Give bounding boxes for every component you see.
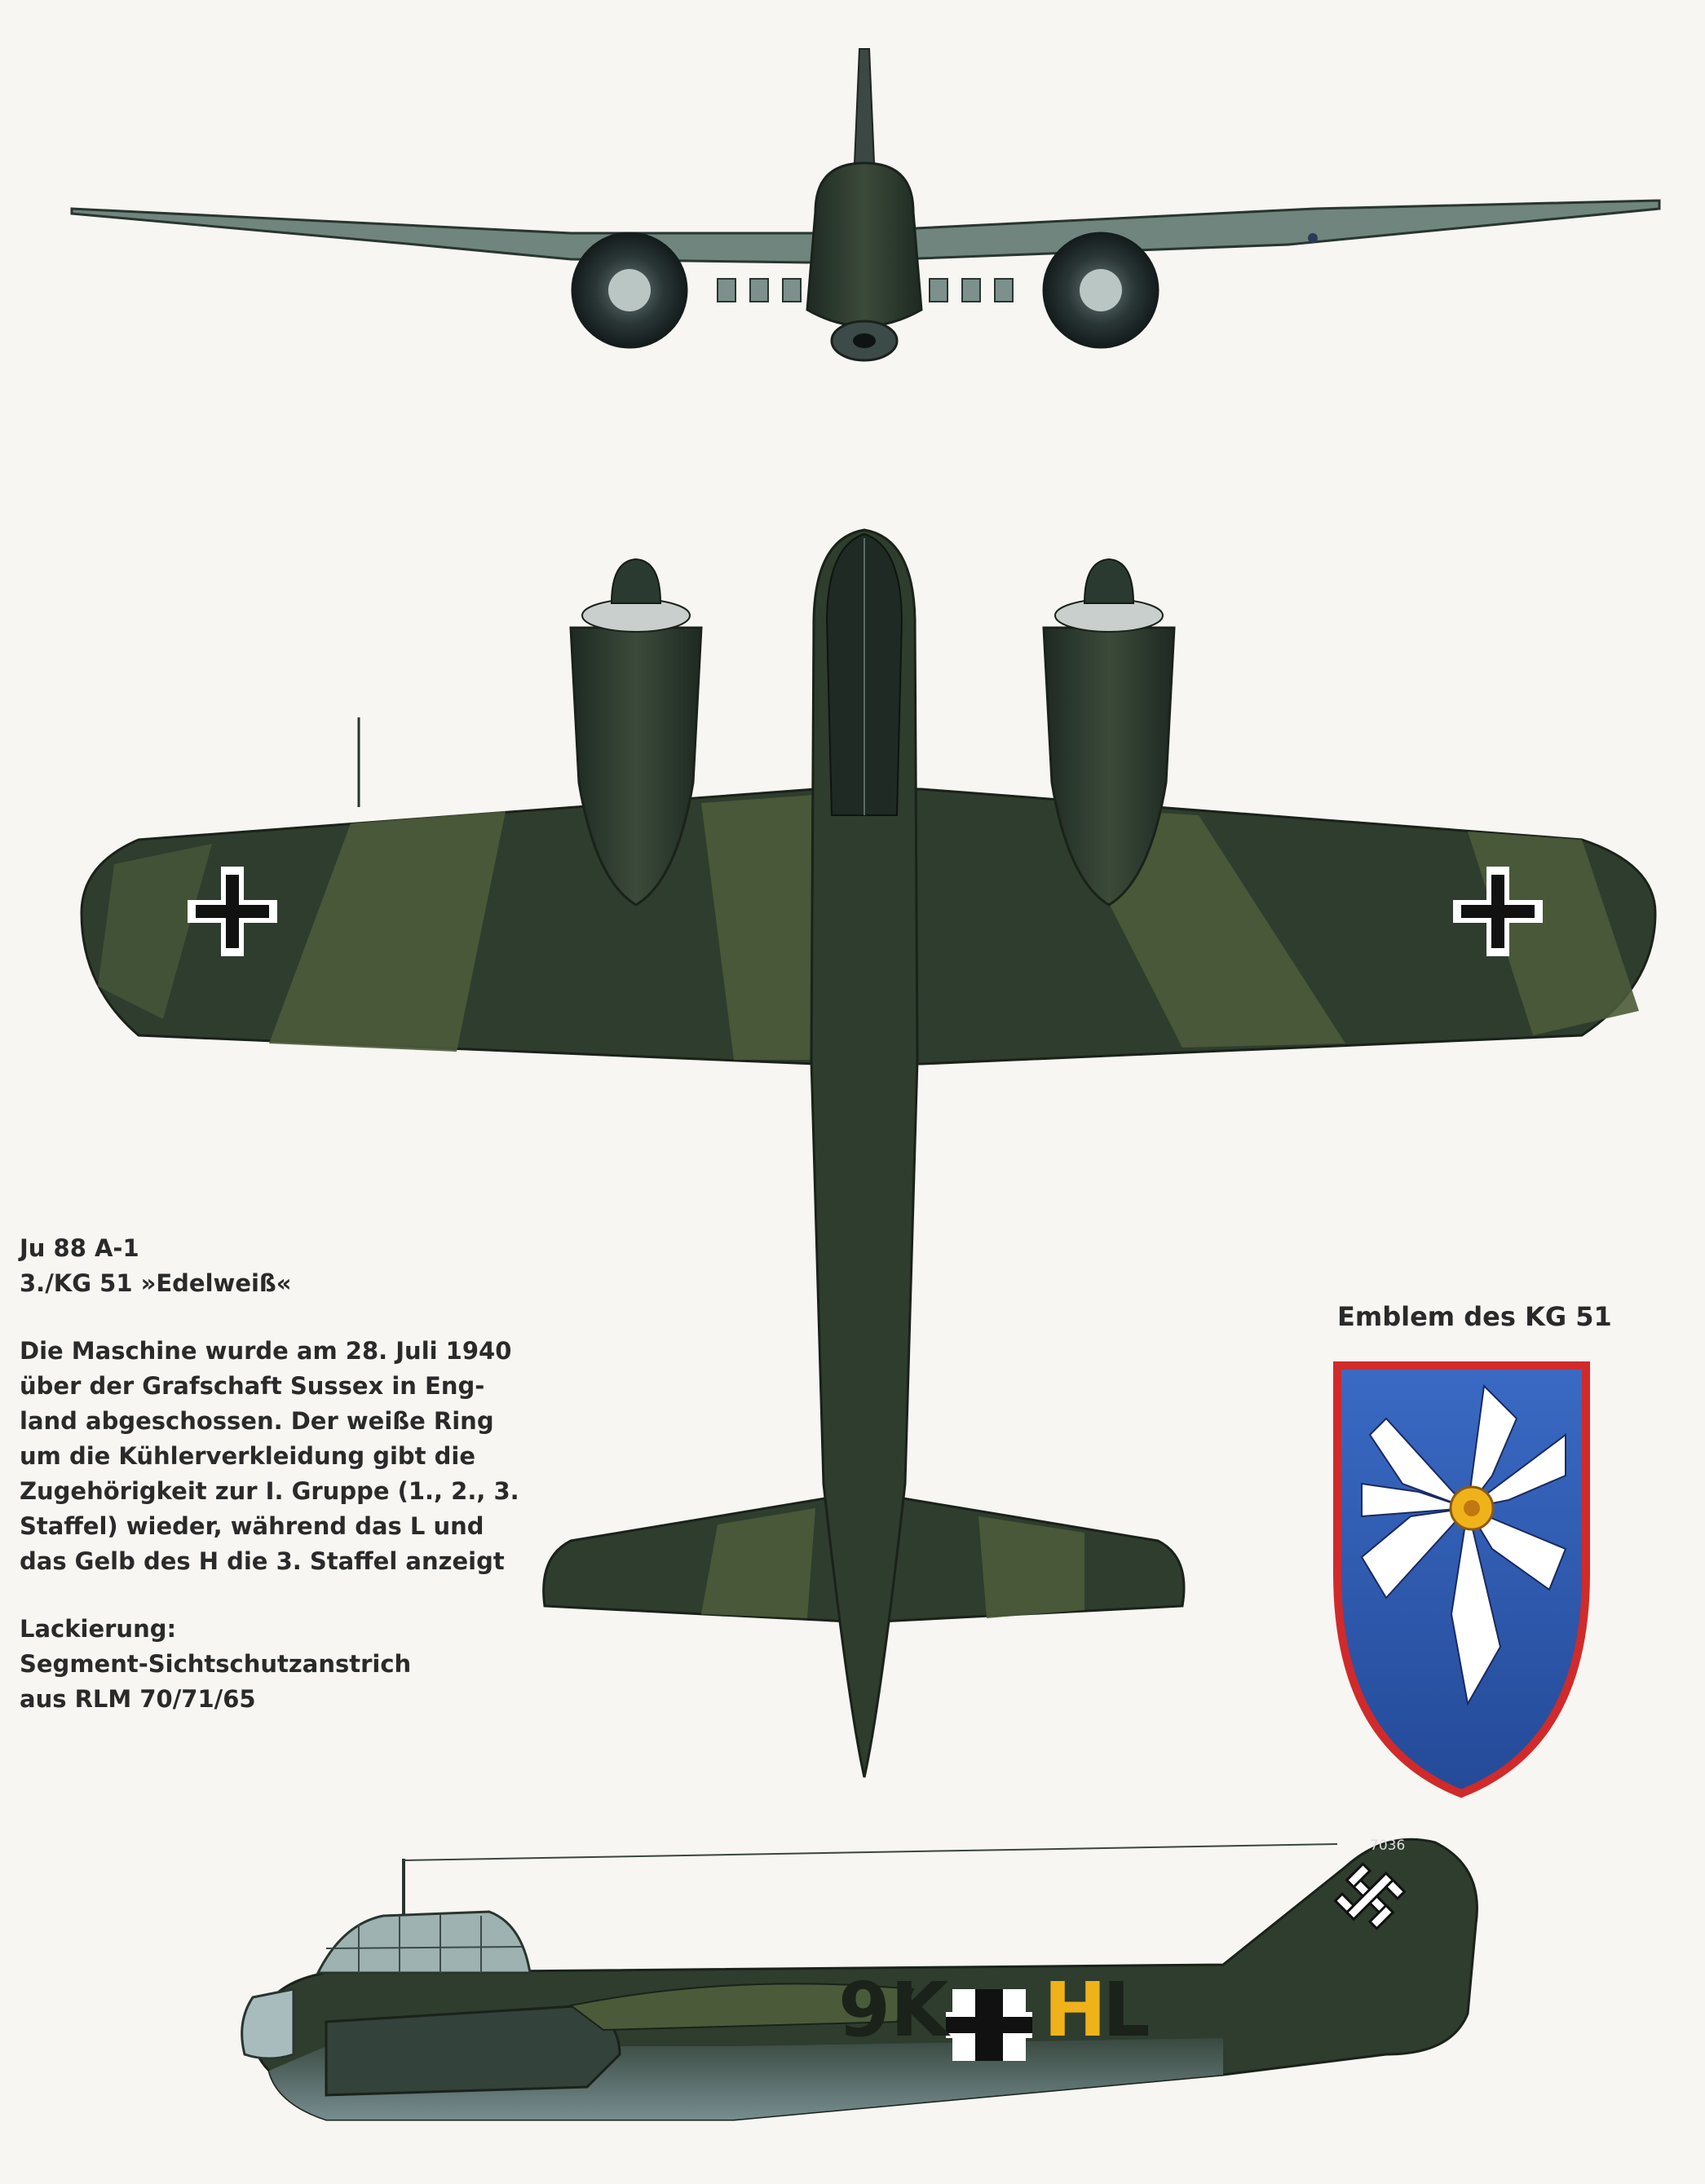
description-line: Staffel) wieder, während das L und <box>20 1512 484 1540</box>
paint-line: Segment-Sichtschutzanstrich <box>20 1650 412 1678</box>
aircraft-type: Ju 88 A-1 <box>20 1234 139 1262</box>
aircraft-caption <box>20 1231 541 1717</box>
description-line: land abgeschossen. Der weiße Ring <box>20 1407 494 1435</box>
code-letter-yellow: H <box>1044 1966 1106 2054</box>
emblem-title: Emblem des KG 51 <box>1337 1301 1612 1332</box>
code-letters-left: 9K <box>838 1966 949 2054</box>
description-line: Die Maschine wurde am 28. Juli 1940 <box>20 1337 512 1365</box>
paint-label: Lackierung: <box>20 1615 177 1643</box>
description-line: über der Grafschaft Sussex in Eng- <box>20 1372 485 1400</box>
description-line: das Gelb des H die 3. Staffel anzeigt <box>20 1547 505 1575</box>
code-letter-right: L <box>1102 1966 1151 2054</box>
description-line: um die Kühlerverkleidung gibt die <box>20 1442 475 1470</box>
unit-name: 3./KG 51 »Edelweiß« <box>20 1269 292 1297</box>
description-line: Zugehörigkeit zur I. Gruppe (1., 2., 3. <box>20 1477 519 1505</box>
kg51-edelweiss-emblem <box>1337 1366 1586 1794</box>
front-view <box>72 49 1659 360</box>
balkenkreuz-fuselage-icon <box>946 1989 1032 2061</box>
paint-line: aus RLM 70/71/65 <box>20 1685 256 1713</box>
tail-number: 7036 <box>1370 1838 1406 1854</box>
